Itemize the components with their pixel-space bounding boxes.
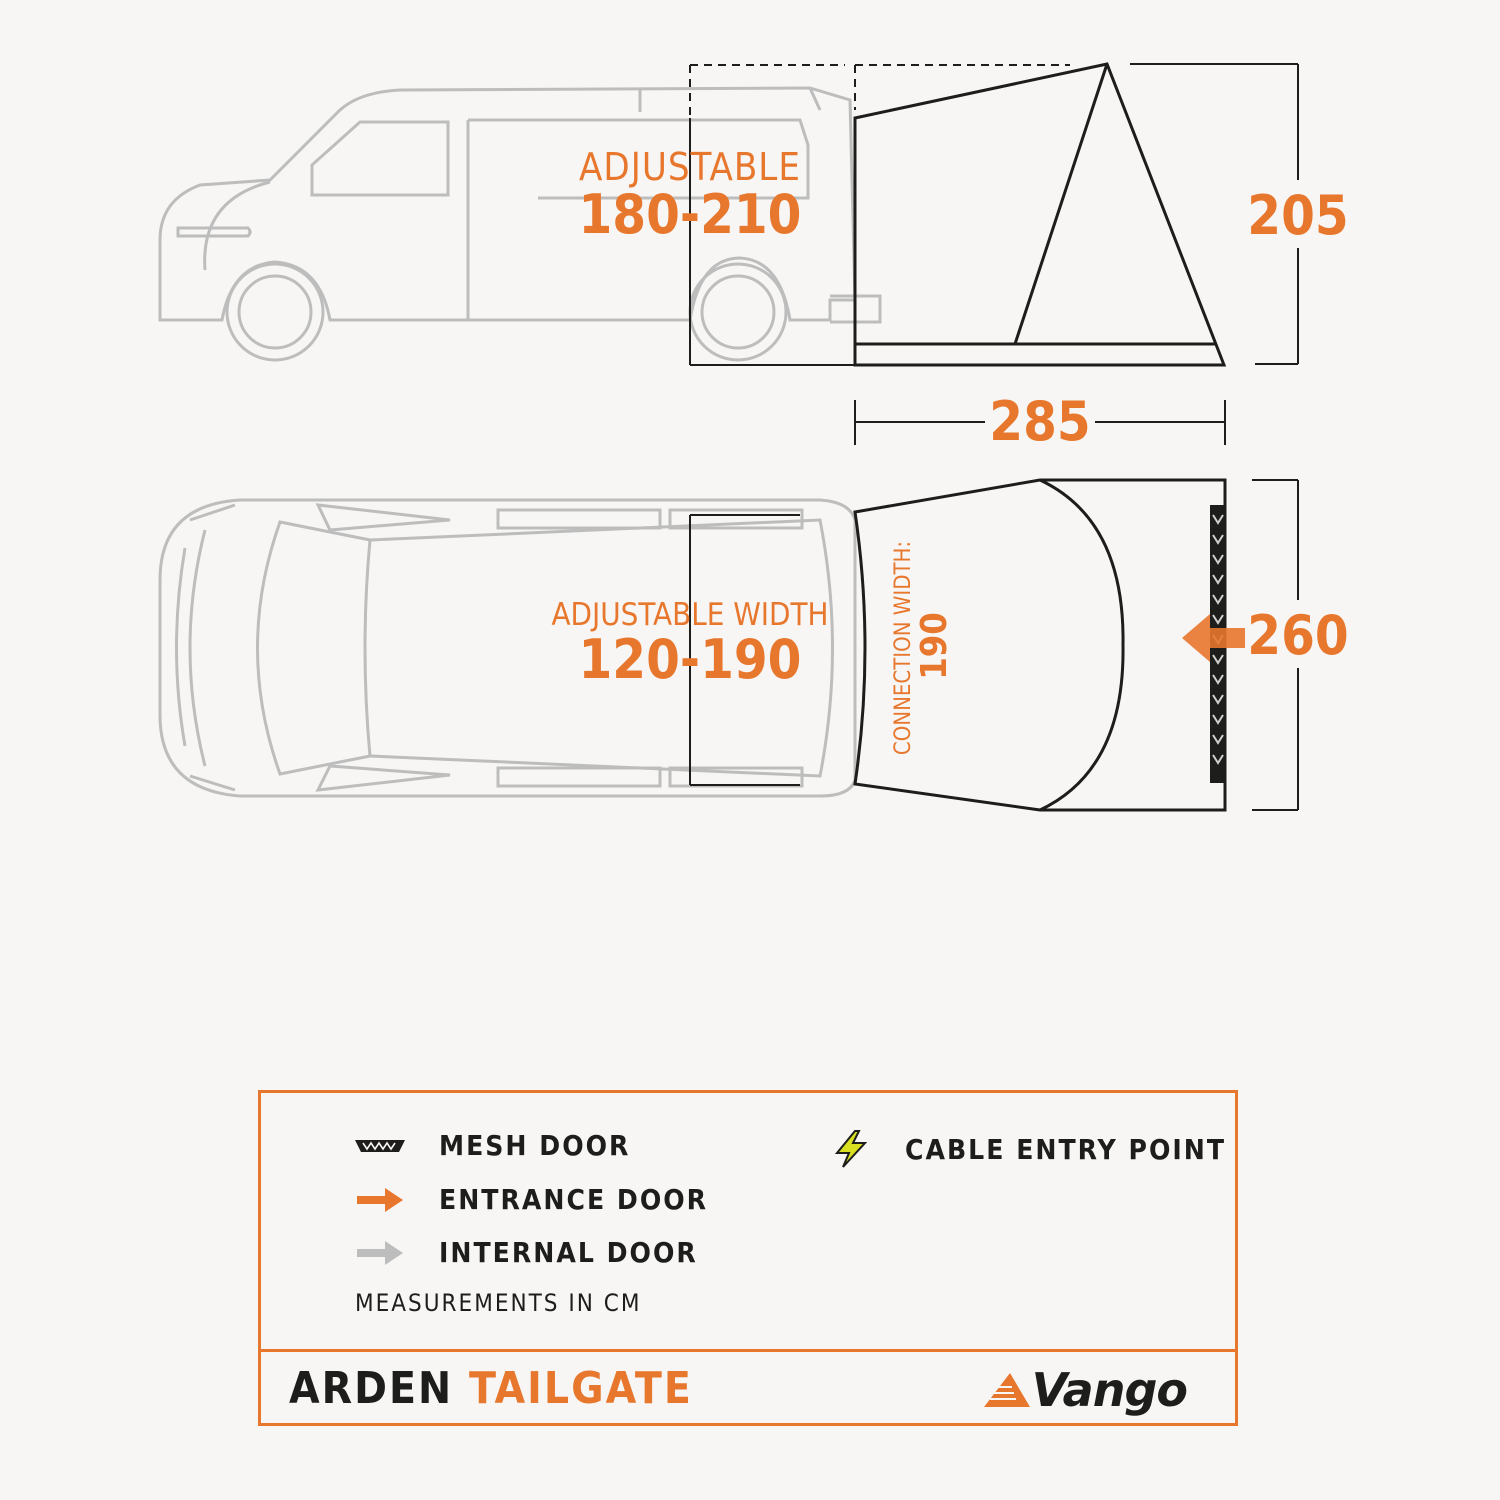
connection-value: 190 bbox=[914, 612, 955, 680]
legend-label: CABLE ENTRY POINT bbox=[905, 1132, 1227, 1166]
length-value: 285 bbox=[989, 390, 1091, 453]
product-title bbox=[289, 1363, 693, 1414]
connection-label: CONNECTION WIDTH: bbox=[891, 540, 916, 756]
product-title-part1: ARDEN bbox=[289, 1363, 454, 1414]
product-title-part2: TAILGATE bbox=[468, 1363, 693, 1414]
brand-mountain-icon bbox=[982, 1371, 1032, 1409]
legend-divider bbox=[261, 1349, 1235, 1352]
side-tent bbox=[855, 64, 1224, 365]
side-adjustable-value: 180-210 bbox=[578, 183, 802, 246]
legend-mesh-door bbox=[351, 1129, 630, 1162]
legend-entrance-door bbox=[351, 1183, 708, 1216]
legend-label: ENTRANCE DOOR bbox=[439, 1183, 709, 1216]
brand-name: Vango bbox=[1031, 1363, 1187, 1417]
side-adjustable-label: ADJUSTABLE bbox=[579, 145, 801, 189]
legend-internal-door bbox=[351, 1236, 698, 1269]
height-value: 205 bbox=[1247, 184, 1349, 247]
legend-cable-entry bbox=[827, 1129, 1226, 1169]
measurements-note: MEASUREMENTS IN CM bbox=[355, 1289, 642, 1317]
mesh-door-icon bbox=[351, 1131, 409, 1161]
legend-box bbox=[258, 1090, 1238, 1426]
legend-label: INTERNAL DOOR bbox=[439, 1236, 698, 1269]
entrance-arrow-icon bbox=[351, 1185, 409, 1215]
legend-label: MESH DOOR bbox=[439, 1129, 631, 1162]
width-value: 260 bbox=[1247, 604, 1349, 667]
top-adjustable-label: ADJUSTABLE WIDTH bbox=[551, 597, 829, 633]
internal-arrow-icon bbox=[351, 1238, 409, 1268]
top-adjustable-value: 120-190 bbox=[578, 628, 802, 691]
brand-logo bbox=[982, 1363, 1187, 1417]
lightning-icon bbox=[827, 1129, 875, 1169]
